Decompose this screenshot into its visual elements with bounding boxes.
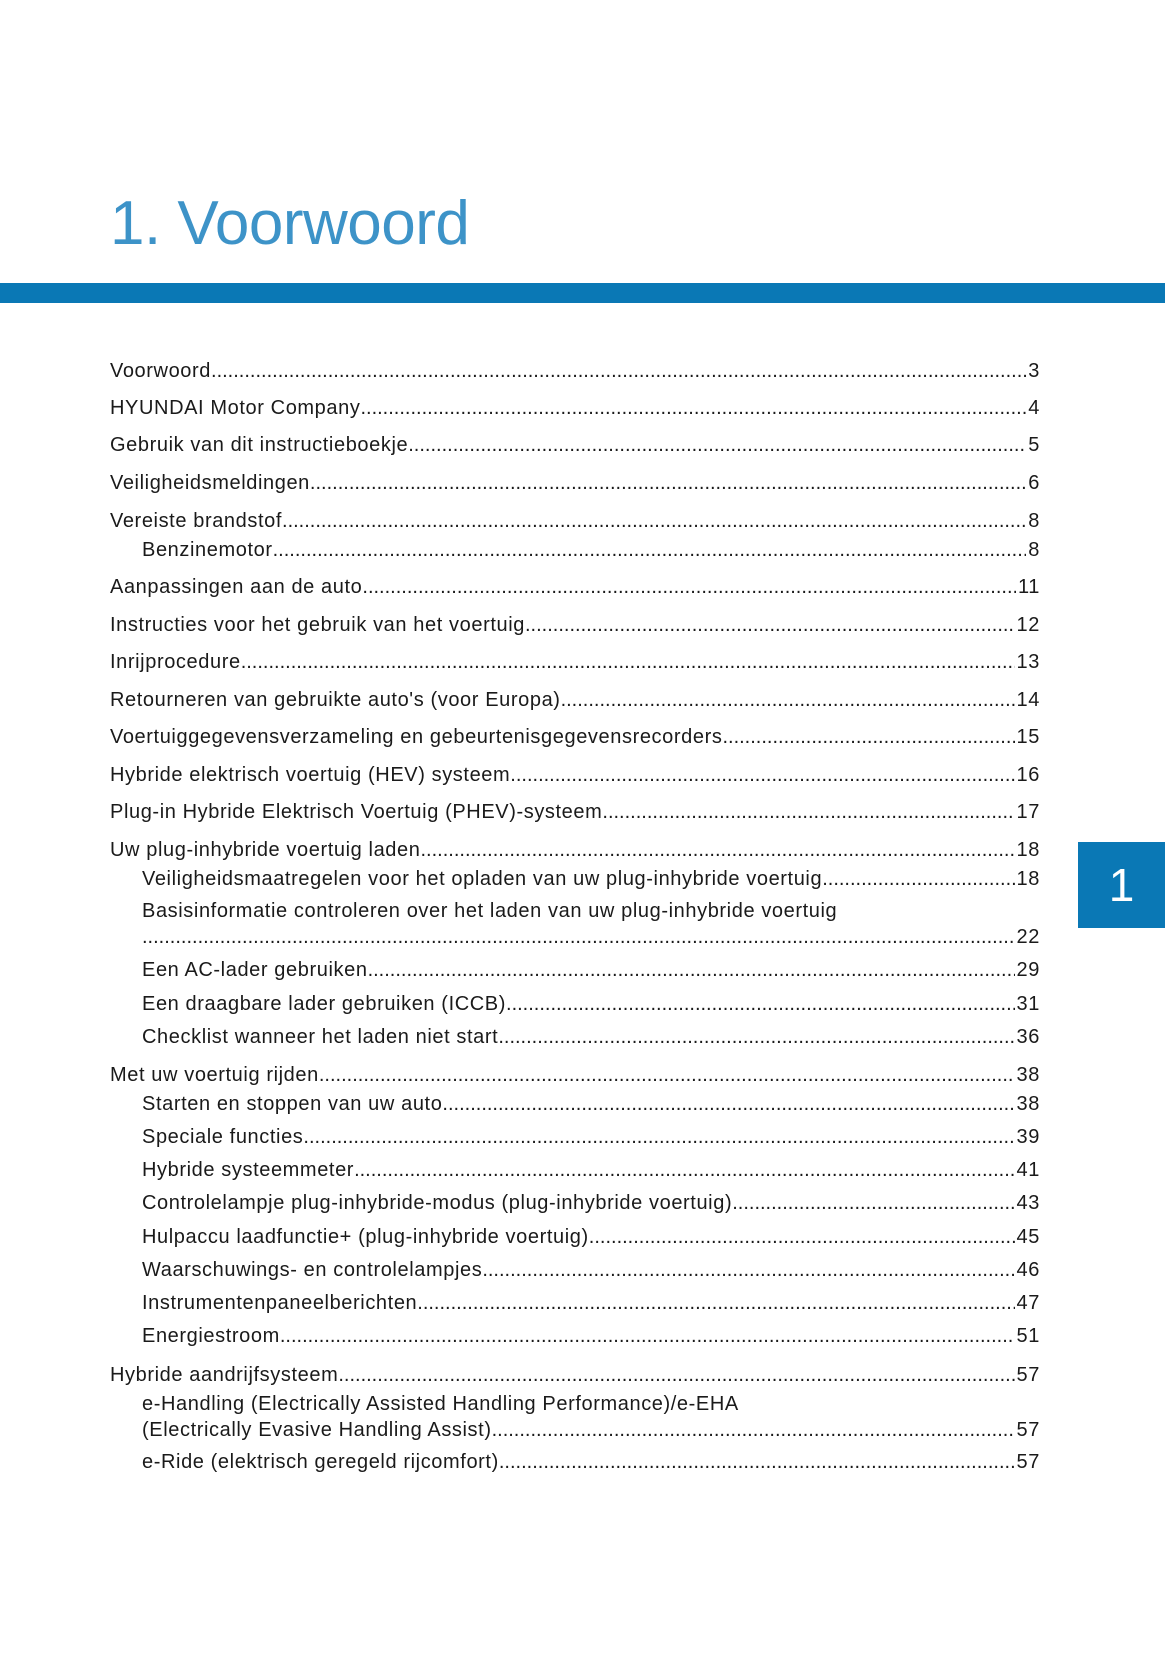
toc-entry-title: Een AC-lader gebruiken: [142, 959, 368, 981]
toc-entry-title: Inrijprocedure: [110, 651, 241, 673]
toc-entry[interactable]: [110, 1363, 1040, 1388]
dot-leader: [492, 1418, 1015, 1443]
toc-entry-title: Controlelampje plug-inhybride-modus (plug-inhybride voertuig): [142, 1192, 733, 1214]
toc-entry-page: 46: [1016, 1259, 1040, 1281]
toc-entry-title: Gebruik van dit instructieboekje: [110, 434, 409, 456]
toc-entry-page: 51: [1016, 1325, 1040, 1347]
toc-entry[interactable]: [142, 867, 1040, 892]
toc-entry-title: Speciale functies: [142, 1126, 304, 1148]
toc-entry-page: 13: [1016, 651, 1040, 673]
dot-leader: [822, 867, 1014, 892]
toc-entry-title: Veiligheidsmaatregelen voor het opladen van uw plug-inhybride voertuig: [142, 868, 823, 890]
dot-leader: [338, 1363, 1014, 1388]
toc-entry-page: 15: [1016, 726, 1040, 748]
dot-leader: [408, 433, 1026, 458]
dot-leader: [561, 688, 1015, 713]
toc-entry[interactable]: [142, 1092, 1040, 1117]
toc-entry-page: 18: [1016, 868, 1040, 890]
toc-entry-page: 45: [1016, 1226, 1040, 1248]
toc-entry[interactable]: [142, 1125, 1040, 1150]
toc-entry-title: Voorwoord: [110, 360, 212, 382]
toc-entry-page: 22: [1016, 926, 1040, 948]
toc-entry-page: 5: [1028, 434, 1040, 456]
toc-entry-page: 3: [1028, 360, 1040, 382]
dot-leader: [442, 1092, 1014, 1117]
dot-leader: [211, 359, 1026, 384]
dot-leader: [498, 1025, 1014, 1050]
toc-entry-page: 38: [1016, 1093, 1040, 1115]
chapter-header-bar: [0, 283, 1165, 303]
dot-leader: [319, 1063, 1015, 1088]
toc-entry-page: 39: [1016, 1126, 1040, 1148]
toc-entry[interactable]: [110, 800, 1040, 825]
dot-leader: [732, 1191, 1014, 1216]
toc-entry[interactable]: [110, 763, 1040, 788]
toc-entry-page: 41: [1016, 1159, 1040, 1181]
toc-entry[interactable]: [110, 509, 1040, 534]
toc-entry[interactable]: [142, 1025, 1040, 1050]
toc-entry-title: Benzinemotor: [142, 539, 273, 561]
toc-entry-page: 57: [1016, 1451, 1040, 1473]
toc-entry[interactable]: [142, 1324, 1040, 1349]
dot-leader: [722, 725, 1014, 750]
toc-entry-title: Energiestroom: [142, 1325, 280, 1347]
dot-leader: [282, 509, 1026, 534]
toc-entry[interactable]: [110, 838, 1040, 863]
dot-leader: [510, 763, 1014, 788]
dot-leader: [241, 650, 1015, 675]
toc-entry-page: 14: [1016, 689, 1040, 711]
toc-entry-title: Vereiste brandstof: [110, 510, 283, 532]
toc-entry-title: Starten en stoppen van uw auto: [142, 1093, 443, 1115]
toc-entry[interactable]: [142, 958, 1040, 983]
toc-entry-title: Plug-in Hybride Elektrisch Voertuig (PHEV)-systeem: [110, 801, 603, 823]
toc-entry-title: Hulpaccu laadfunctie+ (plug-inhybride voertuig): [142, 1226, 589, 1248]
dot-leader: [360, 396, 1026, 421]
dot-leader: [310, 471, 1026, 496]
chapter-tab[interactable]: 1: [1078, 842, 1165, 928]
dot-leader: [506, 992, 1015, 1017]
toc-entry-page: 17: [1016, 801, 1040, 823]
toc-entry-page: 57: [1016, 1419, 1040, 1441]
toc-entry[interactable]: [142, 1291, 1040, 1316]
toc-entry[interactable]: [110, 613, 1040, 638]
toc-entry[interactable]: [142, 1158, 1040, 1183]
toc-entry-page: 8: [1028, 539, 1040, 561]
toc-entry-page: 18: [1016, 839, 1040, 861]
toc-entry-page: 11: [1018, 576, 1040, 598]
toc-entry[interactable]: [110, 433, 1040, 458]
toc-entry[interactable]: [142, 1258, 1040, 1283]
toc-entry[interactable]: [110, 396, 1040, 421]
dot-leader: [420, 838, 1014, 863]
toc-entry-title: Met uw voertuig rijden: [110, 1064, 319, 1086]
dot-leader: [354, 1158, 1014, 1183]
dot-leader: [589, 1225, 1015, 1250]
dot-leader: [499, 1450, 1015, 1475]
toc-entry-page: 36: [1016, 1026, 1040, 1048]
toc-entry-title: (Electrically Evasive Handling Assist): [142, 1419, 492, 1441]
toc-entry-page: 43: [1016, 1192, 1040, 1214]
toc-entry-title: Instrumentenpaneelberichten: [142, 1292, 418, 1314]
dot-leader: [525, 613, 1015, 638]
toc-entry[interactable]: [142, 1225, 1040, 1250]
toc-entry-title: e-Ride (elektrisch geregeld rijcomfort): [142, 1451, 499, 1473]
toc-entry-title: Instructies voor het gebruik van het voertuig: [110, 614, 525, 636]
toc-entry-page: 57: [1016, 1364, 1040, 1386]
toc-entry-page: 29: [1016, 959, 1040, 981]
chapter-title: 1. Voorwoord: [110, 189, 470, 258]
toc-entry[interactable]: [142, 992, 1040, 1017]
toc-entry-title-line: e-Handling (Electrically Assisted Handling Performance)/e-EHA: [142, 1393, 739, 1415]
toc-entry[interactable]: [110, 575, 1040, 600]
toc-entry-page: 38: [1016, 1064, 1040, 1086]
toc-entry[interactable]: [110, 471, 1040, 496]
toc-entry[interactable]: [110, 688, 1040, 713]
toc-entry-title: Retourneren van gebruikte auto's (voor Europa): [110, 689, 561, 711]
toc-entry[interactable]: [142, 1450, 1040, 1475]
toc-entry-title: Hybride elektrisch voertuig (HEV) systeem: [110, 764, 511, 786]
toc-entry-page: 12: [1016, 614, 1040, 636]
toc-entry-title-line: Basisinformatie controleren over het laden van uw plug-inhybride voertuig: [142, 900, 838, 922]
toc-entry[interactable]: [110, 359, 1040, 384]
toc-entry[interactable]: [110, 725, 1040, 750]
toc-entry[interactable]: [110, 650, 1040, 675]
dot-leader: [142, 925, 1015, 950]
toc-entry-title: Veiligheidsmeldingen: [110, 472, 310, 494]
toc-entry[interactable]: [142, 1392, 1040, 1443]
toc-entry[interactable]: [142, 1191, 1040, 1216]
dot-leader: [280, 1324, 1015, 1349]
toc-entry[interactable]: [110, 1063, 1040, 1088]
toc-entry-page: 16: [1016, 764, 1040, 786]
dot-leader: [303, 1125, 1014, 1150]
toc-entry-title: Hybride systeemmeter: [142, 1159, 355, 1181]
toc-entry[interactable]: [142, 538, 1040, 563]
toc-entry-page: 6: [1028, 472, 1040, 494]
toc-entry-title: Checklist wanneer het laden niet start: [142, 1026, 499, 1048]
toc-entry-page: 47: [1016, 1292, 1040, 1314]
toc-entry-title: Voertuiggegevensverzameling en gebeurtenisgegevensrecorders: [110, 726, 723, 748]
toc-entry-title: Waarschuwings- en controlelampjes: [142, 1259, 483, 1281]
toc-entry-page: 31: [1016, 993, 1040, 1015]
toc-entry[interactable]: [142, 899, 1040, 950]
toc-entry-page: 8: [1028, 510, 1040, 532]
toc-entry-title: Aanpassingen aan de auto: [110, 576, 363, 598]
dot-leader: [602, 800, 1014, 825]
toc-entry-title: HYUNDAI Motor Company: [110, 397, 361, 419]
dot-leader: [362, 575, 1016, 600]
toc-entry-title: Uw plug-inhybride voertuig laden: [110, 839, 421, 861]
toc-entry-title: Hybride aandrijfsysteem: [110, 1364, 339, 1386]
dot-leader: [273, 538, 1027, 563]
dot-leader: [417, 1291, 1014, 1316]
toc-entry-title: Een draagbare lader gebruiken (ICCB): [142, 993, 507, 1015]
toc-entry-page: 4: [1028, 397, 1040, 419]
dot-leader: [368, 958, 1015, 983]
dot-leader: [482, 1258, 1014, 1283]
